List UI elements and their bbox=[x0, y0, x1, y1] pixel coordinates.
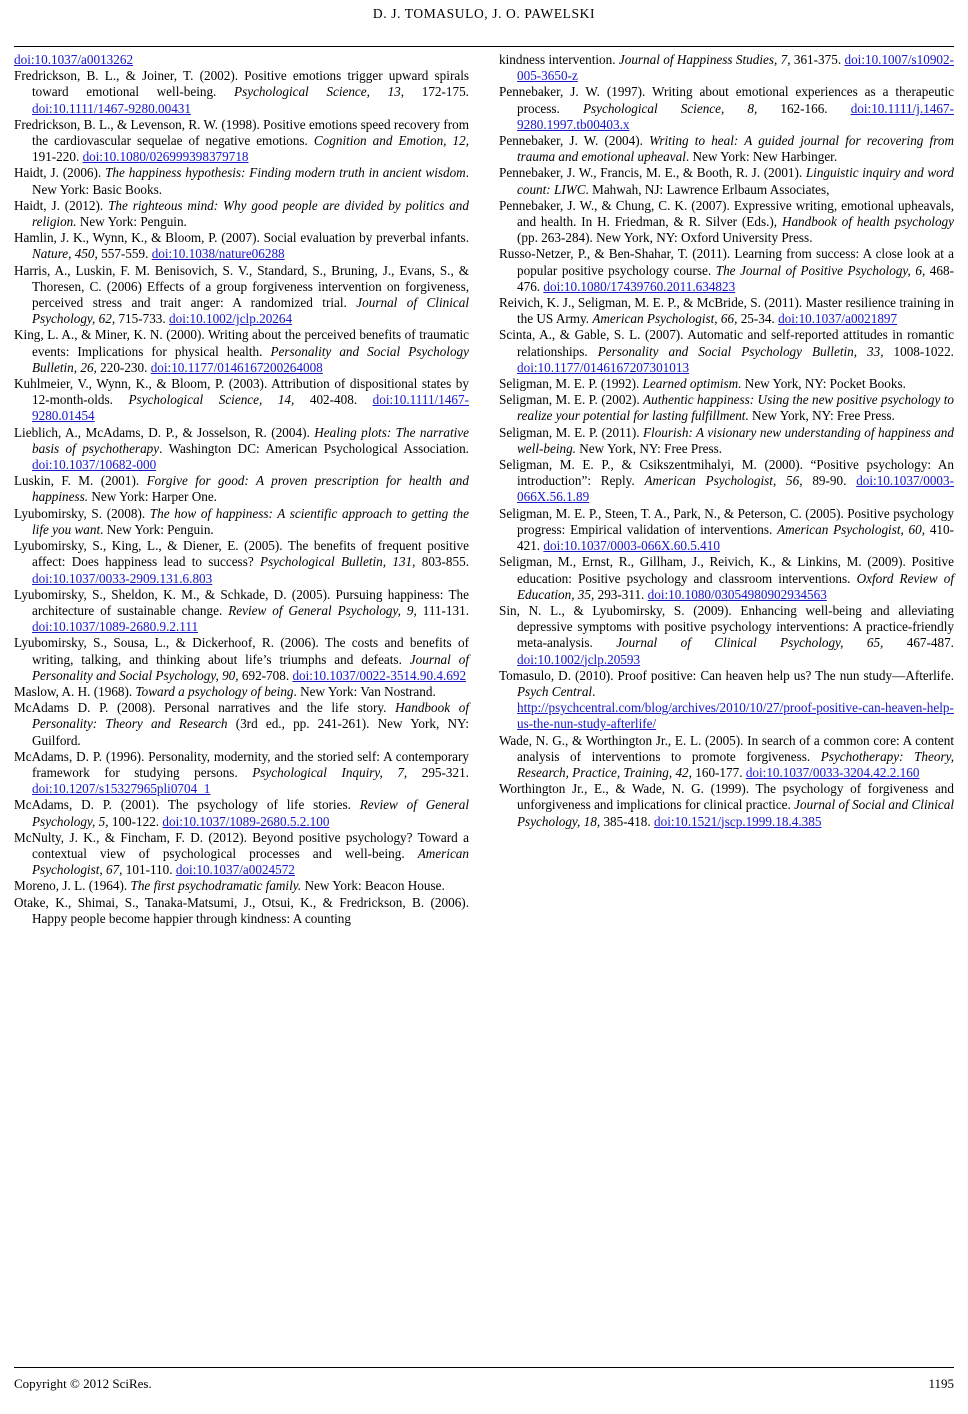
reference-entry bbox=[14, 473, 469, 505]
doi-link[interactable]: doi:10.1177/0146167200264008 bbox=[150, 359, 323, 375]
doi-link[interactable]: doi:10.1038/nature06288 bbox=[151, 246, 285, 262]
reference-text: New York, NY: Pocket Books. bbox=[741, 376, 906, 392]
reference-columns bbox=[14, 52, 954, 927]
reference-text: Lyubomirsky, S., Sousa, L., & Dickerhoof, R. (2006). The costs and benefits of writing, talking, and thinking about life’s triumphs and defeats. bbox=[14, 635, 469, 667]
reference-title-italic: The Journal of Positive Psychology, 6, bbox=[715, 262, 926, 278]
reference-title-italic: Psychological Science, 13, bbox=[234, 84, 405, 100]
reference-title-italic: Psych Central bbox=[517, 683, 593, 699]
reference-text: Moreno, J. L. (1964). bbox=[14, 878, 131, 894]
reference-entry bbox=[14, 895, 469, 927]
reference-text: Haidt, J. (2012). bbox=[14, 197, 109, 213]
reference-text: 101-110. bbox=[122, 862, 176, 878]
reference-text: Reivich, K. J., Seligman, M. E. P., & McBride, S. (2011). Master resilience training in the US Army. bbox=[499, 295, 954, 327]
reference-text: Pennebaker, J. W. (2004). bbox=[499, 133, 650, 149]
doi-link[interactable]: doi:10.1037/1089-2680.5.2.100 bbox=[162, 813, 330, 829]
doi-link[interactable]: doi:10.1080/17439760.2011.634823 bbox=[543, 278, 736, 294]
reference-title-italic: Personality and Social Psychology Bulletin, 26, bbox=[32, 343, 469, 375]
doi-link[interactable]: doi:10.1080/026999398379718 bbox=[82, 149, 249, 165]
reference-title-italic: Psychological Science, 8, bbox=[582, 100, 758, 116]
reference-entry bbox=[499, 733, 954, 782]
reference-title-italic: The first psychodramatic family. bbox=[130, 878, 302, 894]
reference-entry bbox=[499, 52, 954, 84]
reference-text: 25-34. bbox=[737, 311, 779, 327]
reference-title-italic: The righteous mind: Why good people are divided by politics and religion. bbox=[32, 197, 469, 230]
reference-entry bbox=[14, 830, 469, 879]
reference-entry bbox=[14, 635, 469, 684]
reference-text: Russo-Netzer, P., & Ben-Shahar, T. (2011). Learning from success: A close look at a popular positive psychology course. bbox=[499, 246, 954, 278]
reference-text: Pennebaker, J. W., Francis, M. E., & Booth, R. J. (2001). bbox=[499, 165, 806, 181]
reference-text: Pennebaker, J. W. (1997). Writing about emotional experiences as a therapeutic process. bbox=[499, 84, 954, 116]
reference-entry bbox=[14, 506, 469, 538]
reference-text: Fredrickson, B. L., & Joiner, T. (2002). Positive emotions trigger upward spirals toward emotional well-being. bbox=[14, 68, 469, 100]
reference-text: Scinta, A., & Gable, S. L. (2007). Automatic and self-reported attitudes in romantic relationships. bbox=[499, 327, 954, 359]
reference-entry bbox=[499, 425, 954, 457]
doi-link[interactable]: doi:10.1111/j.1467-9280.1997.tb00403.x bbox=[517, 100, 954, 132]
reference-title-italic: Psychological Inquiry, 7, bbox=[252, 764, 408, 780]
doi-link[interactable]: doi:10.1037/0003-066X.56.1.89 bbox=[517, 473, 954, 505]
doi-link[interactable]: doi:10.1037/1089-2680.9.2.111 bbox=[32, 619, 199, 635]
reference-title-italic: American Psychologist, 56, bbox=[644, 473, 803, 489]
reference-text: (3rd ed., pp. 241-261). New York, NY: Guilford. bbox=[32, 716, 469, 748]
page-footer bbox=[14, 1376, 954, 1392]
reference-entry bbox=[14, 684, 469, 700]
doi-link[interactable]: doi:10.1002/jclp.20264 bbox=[169, 311, 293, 327]
reference-entry bbox=[14, 797, 469, 829]
doi-link[interactable]: doi:10.1521/jscp.1999.18.4.385 bbox=[654, 813, 822, 829]
reference-title-italic: American Psychologist, 66, bbox=[592, 311, 738, 327]
doi-link[interactable]: doi:10.1037/a0013262 bbox=[14, 52, 134, 67]
left-column bbox=[14, 52, 469, 927]
reference-text: 220-230. bbox=[96, 359, 151, 375]
reference-entry bbox=[499, 506, 954, 555]
right-column bbox=[499, 52, 954, 927]
reference-text: Seligman, M. E. P. (2002). bbox=[499, 392, 644, 408]
reference-text: . New York: Penguin. bbox=[100, 521, 214, 537]
reference-title-italic: Forgive for good: A proven prescription for health and happiness. bbox=[32, 473, 469, 505]
reference-entry bbox=[14, 165, 469, 197]
reference-text: Maslow, A. H. (1968). bbox=[14, 683, 136, 699]
reference-text: 402-408. bbox=[294, 392, 373, 408]
reference-title-italic: Psychotherapy: Theory, Research, Practice, Training, 42, bbox=[517, 748, 954, 780]
reference-entry bbox=[499, 603, 954, 668]
reference-text: McAdams D. P. (2008). Personal narratives and the life story. bbox=[14, 700, 396, 716]
reference-title-italic: Linguistic inquiry and word count: LIWC bbox=[517, 165, 954, 197]
reference-text: Lyubomirsky, S., King, L., & Diener, E. (2005). The benefits of frequent positive affect: Does happiness lead to success? bbox=[14, 538, 469, 570]
reference-text: 385-418. bbox=[600, 813, 654, 829]
reference-text: . New York: New Harbinger. bbox=[685, 149, 838, 165]
reference-entry bbox=[499, 392, 954, 424]
doi-link[interactable]: doi:10.1111/1467-9280.01454 bbox=[32, 392, 469, 424]
external-url-link[interactable]: http://psychcentral.com/blog/archives/2010/10/27/proof-positive-can-heaven-help-us-the-nun-study-afterlife/ bbox=[517, 700, 954, 732]
reference-text: . bbox=[592, 683, 596, 699]
reference-text: Haidt, J. (2006). bbox=[14, 165, 106, 181]
reference-text: 111-131. bbox=[416, 602, 469, 618]
header-rule bbox=[14, 46, 954, 47]
reference-text: Lieblich, A., McAdams, D. P., & Josselson, R. (2004). bbox=[14, 424, 315, 440]
reference-entry bbox=[499, 133, 954, 165]
reference-text: kindness intervention. bbox=[499, 52, 619, 67]
reference-text: Seligman, M. E. P. (1992). bbox=[499, 376, 643, 392]
reference-entry bbox=[499, 165, 954, 197]
reference-text: New York, NY: Free Press. bbox=[748, 408, 895, 424]
reference-text: . Washington DC: American Psychological Association. bbox=[159, 440, 469, 456]
reference-text: . Mahwah, NJ: Lawrence Erlbaum Associates, bbox=[585, 181, 830, 197]
doi-link[interactable]: doi:10.1037/a0024572 bbox=[175, 862, 295, 878]
reference-text: McAdams, D. P. (2001). The psychology of life stories. bbox=[14, 797, 360, 813]
reference-title-italic: Personality and Social Psychology Bulletin, 33, bbox=[597, 343, 884, 359]
reference-text: 803-855. bbox=[415, 554, 469, 570]
reference-entry bbox=[14, 230, 469, 262]
reference-entry bbox=[499, 376, 954, 392]
reference-text: Seligman, M. E. P., & Csikszentmihalyi, M. (2000). “Positive psychology: An introduction”: Reply. bbox=[499, 457, 954, 489]
reference-text: Wade, N. G., & Worthington Jr., E. L. (2005). In search of a common core: A content analysis of interventions to promote forgiveness. bbox=[499, 732, 954, 764]
reference-text: . New York: Basic Books. bbox=[32, 165, 470, 197]
reference-text: 293-311. bbox=[594, 586, 648, 602]
reference-title-italic: Review of General Psychology, 5, bbox=[32, 797, 469, 829]
reference-text: Seligman, M. E. P., Steen, T. A., Park, N., & Peterson, C. (2005). Positive psychology progress: Empirical validation of interventions. bbox=[499, 505, 954, 537]
reference-text: Tomasulo, D. (2010). Proof positive: Can heaven help us? The nun study—Afterlife. bbox=[499, 667, 954, 683]
reference-title-italic: Handbook of Personality: Theory and Research bbox=[32, 700, 470, 732]
reference-text: Fredrickson, B. L., & Levenson, R. W. (1998). Positive emotions speed recovery from the cardiovascular sequelae of negative emotions. bbox=[14, 116, 469, 149]
reference-text: Pennebaker, J. W., & Chung, C. K. (2007). Expressive writing, emotional upheavals, and health. In H. Friedman, & R. Silver (Eds.), bbox=[499, 197, 954, 230]
reference-title-italic: Learned optimism. bbox=[642, 376, 742, 392]
reference-entry bbox=[14, 68, 469, 117]
reference-text: 692-708. bbox=[238, 667, 293, 683]
reference-title-italic: Authentic happiness: Using the new positive psychology to realize your potential for lasting fulfillment. bbox=[517, 392, 955, 424]
reference-text: Hamlin, J. K., Wynn, K., & Bloom, P. (2007). Social evaluation by preverbal infants. bbox=[14, 230, 469, 246]
reference-title-italic: Flourish: A visionary new understanding of happiness and well-being. bbox=[517, 424, 954, 456]
reference-entry bbox=[499, 295, 954, 327]
reference-text: Lyubomirsky, S., Sheldon, K. M., & Schkade, D. (2005). Pursuing happiness: The architecture of sustainable change. bbox=[14, 586, 469, 618]
reference-text: Otake, K., Shimai, S., Tanaka-Matsumi, J., Otsui, K., & Fredrickson, B. (2006). Happy people become happier through kindness: A counting bbox=[14, 894, 469, 926]
reference-entry bbox=[14, 878, 469, 894]
reference-text: . New York: Van Nostrand. bbox=[293, 683, 436, 699]
reference-text: Harris, A., Luskin, F. M. Benisovich, S. V., Standard, S., Bruning, J., Evans, S., & Thoresen, C. (2006) Effects of a group forgiveness intervention on forgiveness, perceived stress and trait anger: A randomized trial. bbox=[14, 262, 469, 311]
reference-text: 100-122. bbox=[108, 813, 163, 829]
reference-entry bbox=[499, 198, 954, 247]
reference-entry bbox=[14, 327, 469, 376]
doi-link[interactable]: doi:10.1037/0033-3204.42.2.160 bbox=[745, 764, 920, 780]
reference-text: (pp. 263-284). New York, NY: Oxford University Press. bbox=[517, 230, 813, 246]
reference-text: New York: Penguin. bbox=[76, 214, 187, 230]
reference-entry bbox=[14, 538, 469, 587]
reference-text: 162-166. bbox=[757, 100, 851, 116]
reference-title-italic: The happiness hypothesis: Finding modern truth in ancient wisdom bbox=[105, 165, 466, 181]
reference-entry bbox=[14, 749, 469, 798]
reference-title-italic: Review of General Psychology, 9, bbox=[228, 602, 417, 618]
reference-entry bbox=[499, 246, 954, 295]
reference-title-italic: Writing to heal: A guided journal for recovering from trauma and emotional upheaval bbox=[517, 133, 954, 165]
reference-title-italic: Journal of Clinical Psychology, 65, bbox=[616, 635, 884, 651]
reference-text: Sin, N. L., & Lyubomirsky, S. (2009). Enhancing well-being and alleviating depressive symptoms with positive psychology interventions: A practice-friendly meta-analysis. bbox=[499, 602, 954, 651]
reference-text: 160-177. bbox=[691, 764, 746, 780]
reference-entry bbox=[499, 457, 954, 506]
reference-entry bbox=[14, 700, 469, 749]
doi-link[interactable]: doi:10.1177/0146167207301013 bbox=[517, 359, 690, 375]
reference-text: Seligman, M. E. P. (2011). bbox=[499, 424, 643, 440]
reference-text: 1008-1022. bbox=[883, 343, 954, 359]
footer-rule bbox=[14, 1367, 954, 1368]
reference-text: Worthington Jr., E., & Wade, N. G. (1999). The psychology of forgiveness and unforgiveness and implications for clinical practice. bbox=[499, 781, 954, 813]
doi-link[interactable]: doi:10.1111/1467-9280.00431 bbox=[32, 100, 191, 116]
reference-title-italic: Journal of Social and Clinical Psychology, 18, bbox=[517, 797, 954, 829]
doi-link[interactable]: doi:10.1037/0003-066X.60.5.410 bbox=[543, 538, 720, 554]
reference-title-italic: Nature, 450, bbox=[32, 246, 98, 262]
reference-text: Kuhlmeier, V., Wynn, K., & Bloom, P. (2003). Attribution of dispositional states by 12-month-olds. bbox=[14, 376, 469, 408]
reference-text: 557-559. bbox=[97, 246, 152, 262]
reference-text: Luskin, F. M. (2001). bbox=[14, 473, 147, 489]
reference-entry bbox=[499, 327, 954, 376]
reference-text: McNulty, J. K., & Fincham, F. D. (2012). Beyond positive psychology? Toward a contextual view of psychological processes and well-being. bbox=[14, 829, 469, 861]
doi-link[interactable]: doi:10.1037/0033-2909.131.6.803 bbox=[32, 570, 213, 586]
doi-link[interactable]: doi:10.1002/jclp.20593 bbox=[517, 651, 641, 667]
reference-text: 191-220. bbox=[32, 149, 83, 165]
reference-title-italic: Psychological Bulletin, 131, bbox=[259, 554, 416, 570]
reference-entry bbox=[14, 117, 469, 166]
reference-entry bbox=[14, 52, 469, 68]
reference-text: 295-321. bbox=[407, 764, 469, 780]
doi-link[interactable]: doi:10.1037/a0021897 bbox=[778, 311, 898, 327]
reference-entry bbox=[499, 668, 954, 733]
reference-entry bbox=[14, 198, 469, 230]
reference-title-italic: American Psychologist, 60, bbox=[777, 521, 926, 537]
doi-link[interactable]: doi:10.1007/s10902-005-3650-z bbox=[517, 52, 954, 84]
reference-title-italic: Journal of Happiness Studies, 7, bbox=[618, 52, 791, 67]
reference-text: 468-476. bbox=[517, 262, 954, 294]
reference-text: Seligman, M., Ernst, R., Gillham, J., Reivich, K., & Linkins, M. (2009). Positive education: Positive psychology and classroom interventions. bbox=[499, 554, 954, 586]
reference-title-italic: Oxford Review of Education, 35, bbox=[517, 570, 954, 602]
reference-entry bbox=[499, 554, 954, 603]
reference-text: McAdams, D. P. (1996). Personality, modernity, and the storied self: A contemporary framework for studying persons. bbox=[14, 748, 469, 780]
reference-text: New York: Beacon House. bbox=[301, 878, 445, 894]
reference-text: 715-733. bbox=[115, 311, 169, 327]
page-number: 1195 bbox=[928, 1376, 954, 1391]
reference-entry bbox=[14, 376, 469, 425]
reference-title-italic: The how of happiness: A scientific approach to getting the life you want bbox=[32, 505, 469, 537]
doi-link[interactable]: doi:10.1037/0022-3514.90.4.692 bbox=[292, 667, 467, 683]
running-head: D. J. TOMASULO, J. O. PAWELSKI bbox=[372, 6, 596, 21]
reference-text: Lyubomirsky, S. (2008). bbox=[14, 505, 150, 521]
reference-title-italic: American Psychologist, 67, bbox=[32, 845, 469, 878]
reference-entry bbox=[499, 781, 954, 830]
reference-text: New York, NY: Free Press. bbox=[575, 440, 723, 456]
reference-entry bbox=[14, 263, 469, 328]
reference-text: 361-375. bbox=[790, 52, 845, 67]
reference-text: 89-90. bbox=[802, 473, 857, 489]
reference-text: King, L. A., & Miner, K. N. (2000). Writing about the perceived benefits of traumatic events: Implications for physical health. bbox=[14, 327, 469, 359]
reference-title-italic: Journal of Clinical Psychology, 62, bbox=[32, 295, 469, 327]
reference-title-italic: Toward a psychology of being bbox=[135, 683, 294, 699]
copyright-notice: Copyright © 2012 SciRes. bbox=[14, 1376, 152, 1391]
doi-link[interactable]: doi:10.1037/10682-000 bbox=[32, 457, 157, 473]
doi-link[interactable]: doi:10.1080/03054980902934563 bbox=[647, 586, 827, 602]
reference-title-italic: Handbook of health psychology bbox=[781, 214, 954, 230]
reference-entry bbox=[14, 587, 469, 636]
reference-text: 410-421. bbox=[517, 521, 954, 554]
reference-entry bbox=[499, 84, 954, 133]
reference-entry bbox=[14, 425, 469, 474]
reference-text: New York: Harper One. bbox=[88, 489, 217, 505]
reference-title-italic: Journal of Personality and Social Psychology, 90, bbox=[32, 651, 469, 683]
reference-title-italic: Healing plots: The narrative basis of psychotherapy bbox=[32, 424, 470, 456]
doi-link[interactable]: doi:10.1207/s15327965pli0704_1 bbox=[32, 781, 211, 797]
reference-title-italic: Cognition and Emotion, 12, bbox=[313, 133, 469, 149]
reference-title-italic: Psychological Science, 14, bbox=[128, 392, 295, 408]
reference-text: 467-487. bbox=[883, 635, 954, 651]
reference-text: 172-175. bbox=[404, 84, 469, 100]
